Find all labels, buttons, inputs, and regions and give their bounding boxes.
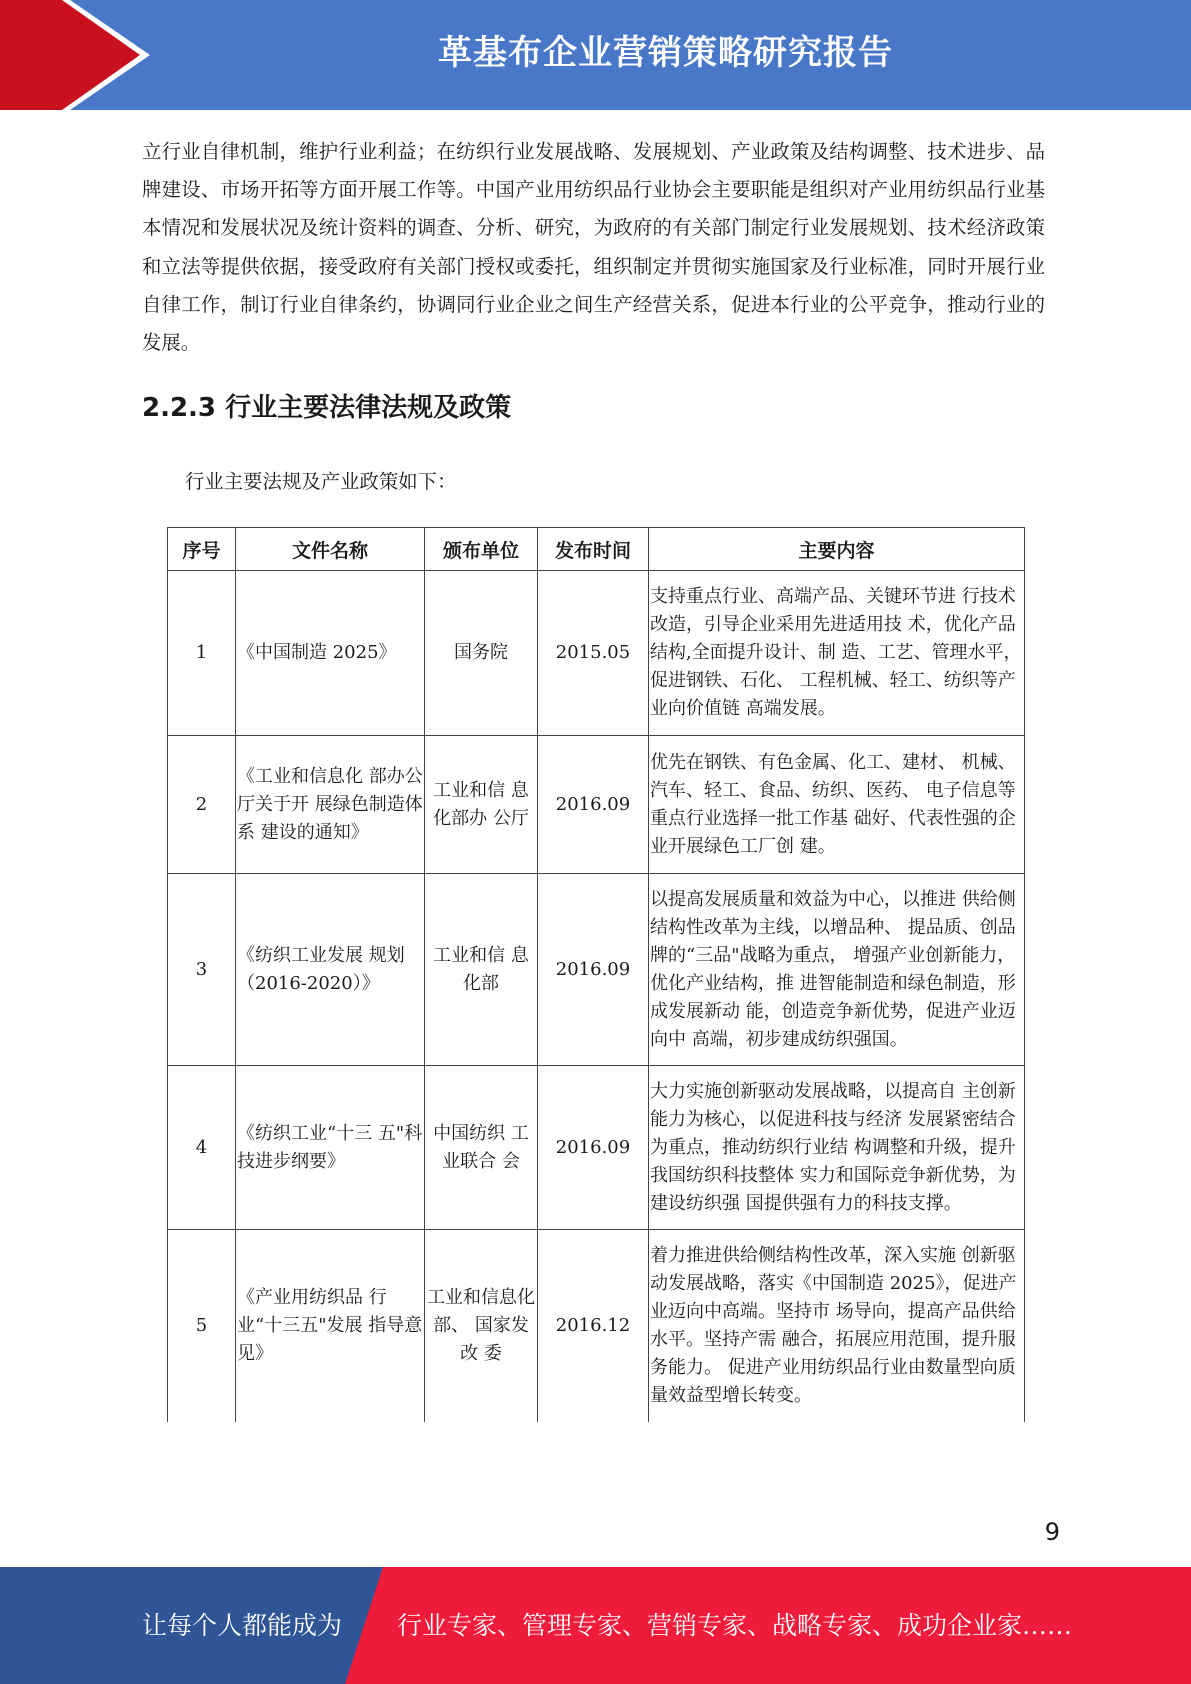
page-header [0,0,1191,110]
row-number: 3 [168,874,236,1066]
row-number: 5 [168,1230,236,1422]
document-name: 《纺织工业发展 规划（2016-2020）》 [236,874,425,1066]
header-date: 发布时间 [538,528,649,571]
row-number: 4 [168,1066,236,1230]
issuing-unit: 国务院 [425,571,538,736]
header-no: 序号 [168,528,236,571]
issuing-unit: 工业和信 息化部办 公厅 [425,736,538,874]
policy-table [167,527,1025,1422]
page-footer [0,1567,1191,1684]
release-date: 2016.09 [538,736,649,874]
issuing-unit: 工业和信 息化部 [425,874,538,1066]
table-row [168,874,1025,1066]
table-row [168,1230,1025,1422]
document-name: 《产业用纺织品 行业“十三五"发展 指导意见》 [236,1230,425,1422]
section-heading: 2.2.3 行业主要法律法规及政策 [142,393,512,423]
header-content: 主要内容 [649,528,1025,571]
table-intro: 行业主要法规及产业政策如下： [185,470,457,493]
table-header-row [168,528,1025,571]
main-content: 优先在钢铁、有色金属、化工、建材、 机械、汽车、轻工、食品、纺织、医药、 电子信息等重点行业选择一批工作基 础好、代表性强的企业开展绿色工厂创 建。 [649,736,1025,874]
main-content: 以提高发展质量和效益为中心，以推进 供给侧结构性改革为主线，以增品种、 提品质、创品牌的“三品"战略为重点， 增强产业创新能力，优化产业结构，推 进智能制造和绿色制造，形成发展新动 能，创造竞争新优势，促进产业迈向中 高端，初步建成纺织强国。 [649,874,1025,1066]
body-paragraph: 立行业自律机制，维护行业利益；在纺织行业发展战略、发展规划、产业政策及结构调整、技术进步、品牌建设、市场开拓等方面开展工作等。中国产业用纺织品行业协会主要职能是组织对产业用纺织品行业基本情况和发展状况及统计资料的调查、分析、研究，为政府的有关部门制定行业发展规划、技术经济政策和立法等提供依据，接受政府有关部门授权或委托，组织制定并贯彻实施国家及行业标准，同时开展行业自律工作，制订行业自律条约，协调同行业企业之间生产经营关系，促进本行业的公平竞争，推动行业的发展。 [142,140,1045,355]
main-content: 大力实施创新驱动发展战略，以提高自 主创新能力为核心，以促进科技与经济 发展紧密结合为重点，推动纺织行业结 构调整和升级，提升我国纺织科技整体 实力和国际竞争新优势，为建设纺织强 国提供强有力的科技支撑。 [649,1066,1025,1230]
header-unit: 颁布单位 [425,528,538,571]
row-number: 2 [168,736,236,874]
document-name: 《工业和信息化 部办公厅关于开 展绿色制造体系 建设的通知》 [236,736,425,874]
issuing-unit: 中国纺织 工业联合 会 [425,1066,538,1230]
table-row [168,736,1025,874]
header-name: 文件名称 [236,528,425,571]
release-date: 2015.05 [538,571,649,736]
page-number: 9 [1044,1518,1060,1546]
footer-slogan-right: 行业专家、管理专家、营销专家、战略专家、成功企业家…… [397,1611,1073,1640]
footer-slogan-left: 让每个人都能成为 [142,1611,343,1640]
table-row [168,1066,1025,1230]
release-date: 2016.09 [538,1066,649,1230]
table-row [168,571,1025,736]
header-chevron-icon [0,0,160,110]
document-name: 《中国制造 2025》 [236,571,425,736]
issuing-unit: 工业和信息化部、 国家发改 委 [425,1230,538,1422]
release-date: 2016.12 [538,1230,649,1422]
main-content: 着力推进供给侧结构性改革，深入实施 创新驱动发展战略，落实《中国制造 2025》，促进产业迈向中高端。坚持市 场导向，提高产品供给水平。坚持产需 融合，拓展应用范围，提升服务能力。 促进产业用纺织品行业由数量型向质 量效益型增长转变。 [649,1230,1025,1422]
document-name: 《纺织工业“十三 五"科技进步纲要》 [236,1066,425,1230]
row-number: 1 [168,571,236,736]
main-content: 支持重点行业、高端产品、关键环节进 行技术改造，引导企业采用先进适用技 术，优化产品结构,全面提升设计、制 造、工艺、管理水平，促进钢铁、石化、 工程机械、轻工、纺织等产业向价值链 高端发展。 [649,571,1025,736]
release-date: 2016.09 [538,874,649,1066]
report-title: 革基布企业营销策略研究报告 [438,33,893,73]
